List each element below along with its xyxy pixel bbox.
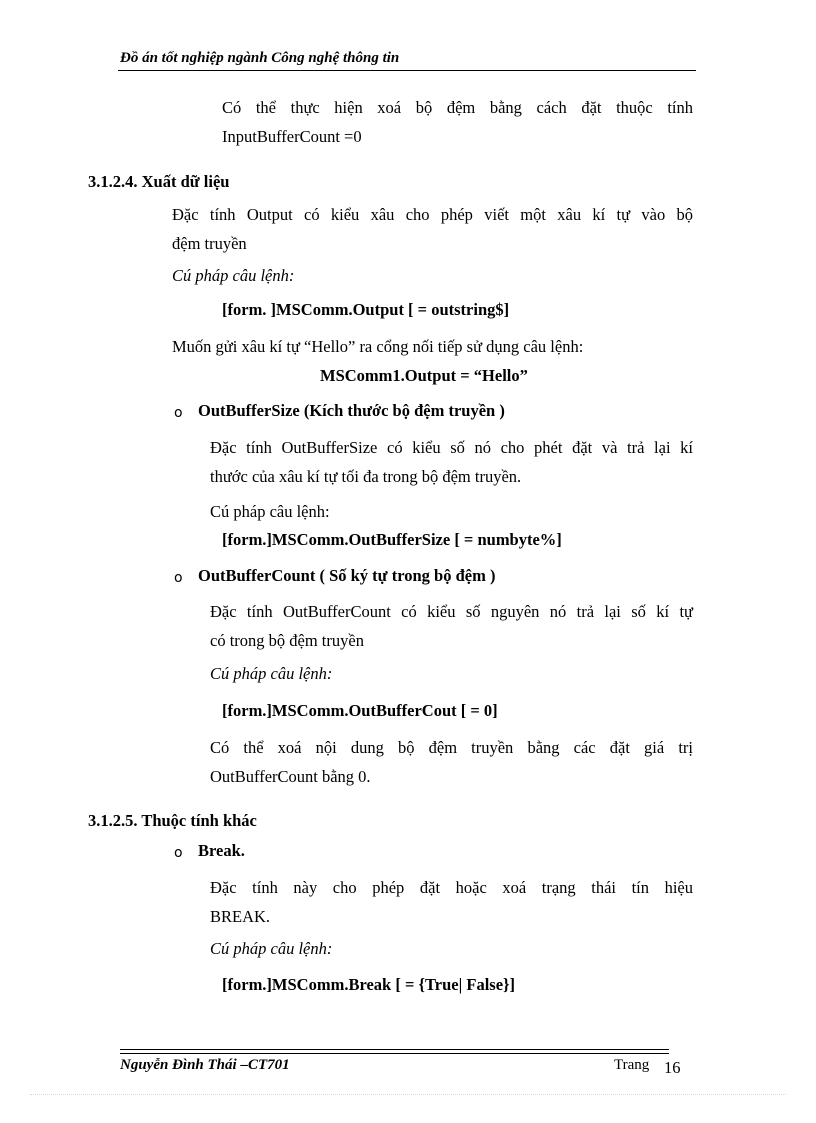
bullet-marker: o xyxy=(174,405,183,421)
hello-example-code: MSComm1.Output = “Hello” xyxy=(320,366,528,385)
outbuffersize-desc-line-2: thước của xâu kí tự tối đa trong bộ đệm truyền. xyxy=(210,467,522,486)
outbuffersize-desc-line-1: Đặc tính OutBufferSize có kiểu số nó cho phét đặt và trả lại kí xyxy=(210,438,693,457)
outbuffercount-note xyxy=(210,733,693,791)
break-desc-line-2: BREAK. xyxy=(210,907,271,926)
outbuffercount-desc-line-2: có trong bộ đệm truyền xyxy=(210,631,364,650)
outbuffercount-desc-line-1: Đặc tính OutBufferCount có kiểu số nguyên nó trả lại số kí tự xyxy=(210,602,693,621)
break-syntax-code: [form.]MSComm.Break [ = {True| False}] xyxy=(222,975,516,994)
section-heading-3-1-2-5: 3.1.2.5. Thuộc tính khác xyxy=(88,811,257,830)
outbuffersize-description xyxy=(210,433,693,491)
outbuffercount-note-line-1: Có thể xoá nội dung bộ đệm truyền bằng các đặt giá trị xyxy=(210,738,693,757)
outbuffercount-note-line-2: OutBufferCount bằng 0. xyxy=(210,767,371,786)
outbuffercount-title: OutBufferCount ( Số ký tự trong bộ đệm ) xyxy=(198,566,496,585)
intro-paragraph xyxy=(222,93,693,151)
page-bottom-dotted-line xyxy=(30,1094,786,1095)
bullet-marker: o xyxy=(174,570,183,586)
footer-page-number: 16 xyxy=(664,1058,681,1077)
outbuffersize-title: OutBufferSize (Kích thước bộ đệm truyền ) xyxy=(198,401,505,420)
bullet-marker: o xyxy=(174,845,183,861)
break-desc-line-1: Đặc tính này cho phép đặt hoặc xoá trạng thái tín hiệu xyxy=(210,878,693,897)
intro-line-2: InputBufferCount =0 xyxy=(222,127,362,146)
syntax-label: Cú pháp câu lệnh: xyxy=(210,939,333,958)
outbuffercount-description xyxy=(210,597,693,655)
header-rule xyxy=(118,70,696,71)
footer-rule-top xyxy=(120,1049,669,1050)
break-title: Break. xyxy=(198,841,245,860)
document-header-title: Đồ án tốt nghiệp ngành Công nghệ thông tin xyxy=(120,50,400,66)
footer-rule-bottom xyxy=(120,1053,669,1054)
output-desc-line-1: Đặc tính Output có kiểu xâu cho phép viết một xâu kí tự vào bộ xyxy=(172,205,693,224)
syntax-label: Cú pháp câu lệnh: xyxy=(210,664,333,683)
break-description xyxy=(210,873,693,931)
outbuffercount-syntax-code: [form.]MSComm.OutBufferCout [ = 0] xyxy=(222,701,498,720)
section-heading-3-1-2-4: 3.1.2.4. Xuất dữ liệu xyxy=(88,172,230,191)
footer-author: Nguyễn Đình Thái –CT701 xyxy=(120,1057,290,1073)
syntax-label: Cú pháp câu lệnh: xyxy=(172,266,295,285)
output-description xyxy=(172,200,693,258)
hello-example-text: Muốn gửi xâu kí tự “Hello” ra cổng nối tiếp sử dụng câu lệnh: xyxy=(172,337,584,356)
outbuffersize-syntax-code: [form.]MSComm.OutBufferSize [ = numbyte%] xyxy=(222,530,562,549)
intro-line-1: Có thể thực hiện xoá bộ đệm bằng cách đặt thuộc tính xyxy=(222,98,693,117)
footer-page-label: Trang xyxy=(614,1057,650,1073)
syntax-label: Cú pháp câu lệnh: xyxy=(210,502,330,521)
output-desc-line-2: đệm truyền xyxy=(172,234,247,253)
output-syntax-code: [form. ]MSComm.Output [ = outstring$] xyxy=(222,300,510,319)
